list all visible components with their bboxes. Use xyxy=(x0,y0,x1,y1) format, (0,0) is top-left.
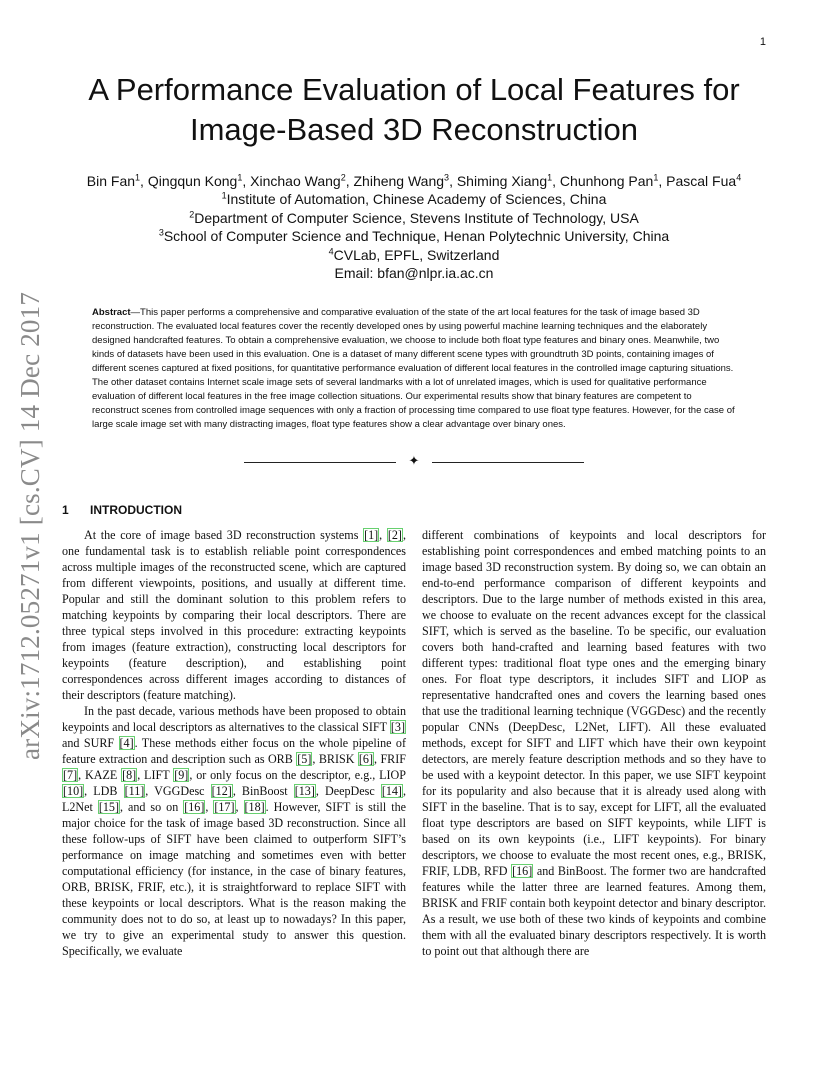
body-text: , KAZE xyxy=(78,768,122,782)
body-text: , FRIF xyxy=(374,752,407,766)
body-text: , and so on xyxy=(120,800,184,814)
author-name: Zhiheng Wang xyxy=(353,173,445,189)
affiliation-text: School of Computer Science and Technique, Henan Polytechnic University, China xyxy=(163,228,670,244)
affiliation-line xyxy=(40,209,788,228)
affiliation-text: Department of Computer Science, Stevens Institute of Technology, USA xyxy=(194,209,639,226)
citation-link[interactable]: [7] xyxy=(63,768,78,782)
citation-link[interactable]: [2] xyxy=(387,528,402,542)
citation-link[interactable]: [9] xyxy=(174,768,189,782)
citation-link[interactable]: [15] xyxy=(98,800,120,814)
section-divider xyxy=(244,455,584,469)
citation-link[interactable]: [6] xyxy=(358,752,373,766)
body-text: , DeepDesc xyxy=(315,784,381,798)
affiliation-line xyxy=(40,190,788,209)
body-text: . These methods either focus on the whole pipeline of feature extraction and description such as ORB xyxy=(62,736,406,766)
body-text: different combinations of keypoints and local descriptors for establishing point correspondences and embed matching points to an image based 3D reconstruction system. By doing so, we can obtain an end-to-end performance comparison of different keypoints and descriptors. Due to the large number of methods existed in this area, we choose to evaluate on the recent advances except for the classical SIFT, which is served as the baseline. To be specific, our evaluation covers both hand-crafted and learning based features with two different types: traditional float type ones and the emerging binary ones. For float type descriptors, it includes SIFT and LIOP as representative handcrafted ones and covers the learning based ones that use the traditional learning technique (VGGDesc) and the recently popular CNNs (DeepDesc, L2Net, LIFT). All these evaluated methods, except for SIFT and LIFT which have their own keypoint detectors, are merely feature description methods and so they have to be used with a keypoint detector. In this paper, we use SIFT keypoint for its popularity and also because that it is already used along with SIFT in the baseline. That is to say, except for LIFT, all the evaluated float type descriptors are based on SIFT keypoints, while LIFT is based on its own keypoints (i.e., LIFT keypoints). For binary descriptors, we choose to evaluate the most recent ones, e.g., BRISK, FRIF, LDB, RFD xyxy=(422,528,766,878)
author-name: Bin Fan xyxy=(86,173,136,189)
divider-ornament-icon: ✦ xyxy=(408,454,420,469)
author-name: Pascal Fua xyxy=(666,173,737,189)
citation-link[interactable]: [17] xyxy=(214,800,235,814)
body-text: , BinBoost xyxy=(232,784,294,798)
left-column xyxy=(62,527,406,959)
body-text: and BinBoost. The former two are handcrafted features while the latter three are learned features. Among them, BRISK and FRIF contain both keypoint detector and binary descriptor. As a result, we use both of these two kinds of keypoints and combine them with all the evaluated binary descriptors respectively. It is worth to point out that although there are xyxy=(422,864,766,958)
author-affiliation-mark: 4 xyxy=(736,172,742,183)
right-column xyxy=(422,527,766,959)
affiliation-mark: 2 xyxy=(189,208,195,219)
title-line-1: A Performance Evaluation of Local Features for xyxy=(88,72,740,107)
citation-link[interactable]: [14] xyxy=(381,784,402,798)
citation-link[interactable]: [16] xyxy=(184,800,205,814)
citation-link[interactable]: [16] xyxy=(512,864,533,878)
author-affiliation-mark: 1 xyxy=(547,172,553,183)
body-text: , xyxy=(235,800,244,814)
title-line-2: Image-Based 3D Reconstruction xyxy=(189,112,638,147)
body-text: , LIFT xyxy=(137,768,174,782)
author-affiliation-mark: 1 xyxy=(653,172,659,183)
divider-rule-right xyxy=(432,462,584,463)
author-name: Chunhong Pan xyxy=(559,173,654,189)
citation-link[interactable]: [5] xyxy=(297,752,312,766)
author-affiliation-mark: 3 xyxy=(444,172,450,183)
author-name: Shiming Xiang xyxy=(456,173,548,189)
divider-rule-left xyxy=(244,462,396,463)
section-number: 1 xyxy=(62,503,69,517)
affiliation-mark: 1 xyxy=(221,190,227,201)
abstract-text: —This paper performs a comprehensive and comparative evaluation of the state of the art local features for the task of image based 3D reconstruction. The evaluated local features cover the recently developed ones by using powerful machine learning techniques and the elaborately designed handcrafted features. To obtain a comprehensive evaluation, we choose to include both float type features and binary ones. Meanwhile, two kinds of datasets have been used in this evaluation. One is a dataset of many different scene types with groundtruth 3D points, containing images of different scenes captured at fixed positions, for quantitative performance evaluation of different local features in the controlled image capturing situations. The other dataset contains Internet scale image sets of several landmarks with a lot of unrelated images, which is used for qualitative performance evaluation of different local features in the free image collection situations. Our experimental results show that binary features are competent to reconstruct scenes from controlled image sequences with only a fraction of processing time compared to use float type features. However, for the case of large scale image set with many distracting images, float type features show a clear advantage over binary ones. xyxy=(92,307,735,430)
paper-title xyxy=(40,70,788,150)
body-paragraph xyxy=(62,527,406,703)
body-text: , BRISK xyxy=(312,752,358,766)
body-text: , L2Net xyxy=(62,784,406,814)
citation-link[interactable]: [10] xyxy=(63,784,84,798)
affiliations xyxy=(40,190,788,283)
body-text: and SURF xyxy=(62,736,119,750)
citation-link[interactable]: [11] xyxy=(124,784,145,798)
abstract xyxy=(92,306,738,432)
body-text: , LDB xyxy=(84,784,124,798)
body-paragraph xyxy=(422,527,766,959)
section-heading xyxy=(62,503,182,517)
citation-link[interactable]: [8] xyxy=(122,768,137,782)
affiliation-line xyxy=(40,227,788,246)
abstract-label: Abstract xyxy=(92,307,131,318)
section-title: INTRODUCTION xyxy=(90,503,182,517)
author-affiliation-mark: 2 xyxy=(340,172,346,183)
author-affiliation-mark: 1 xyxy=(135,172,141,183)
body-text: , xyxy=(205,800,214,814)
affiliation-mark: 3 xyxy=(158,227,164,238)
body-text: , one fundamental task is to establish reliable point correspondences across multiple images of the reconstructed scene, which are captured from different viewpoints, positions, and usually at different time. Popular and still the dominant solution to this problem refers to matching keypoints by comparing their local descriptors. There are three typical steps involved in this procedure: extracting keypoints from images (feature extraction), constructing local descriptors for keypoints (feature description), and establishing point correspondences across different images according to distances of their descriptors (feature matching). xyxy=(62,528,406,702)
email-line: Email: bfan@nlpr.ia.ac.cn xyxy=(334,265,494,281)
affiliation-list xyxy=(40,190,788,264)
body-text: In the past decade, various methods have been proposed to obtain keypoints and local descriptors as alternatives to the classical SIFT xyxy=(62,704,406,734)
author-name: Qingqun Kong xyxy=(147,173,238,189)
body-text: , xyxy=(379,528,387,542)
affiliation-text: Institute of Automation, Chinese Academy of Sciences, China xyxy=(226,191,607,207)
author-affiliation-mark: 1 xyxy=(237,172,243,183)
citation-link[interactable]: [12] xyxy=(211,784,232,798)
affiliation-line xyxy=(40,246,788,265)
body-text: , VGGDesc xyxy=(145,784,211,798)
citation-link[interactable]: [3] xyxy=(390,720,405,734)
citation-link[interactable]: [13] xyxy=(294,784,315,798)
author-name: Xinchao Wang xyxy=(250,173,341,189)
citation-link[interactable]: [18] xyxy=(244,800,265,814)
affiliation-text: CVLab, EPFL, Switzerland xyxy=(333,246,500,263)
author-list: Bin Fan$^1$, Qingqun Kong$^1$, Xinchao Wang$^2$, Zhiheng Wang$^3$, Shiming Xiang$^1$, Chunhong Pan$^1$, Pascal Fua$^4$ xyxy=(86,172,742,189)
body-text: At the core of image based 3D reconstruction systems xyxy=(84,528,364,542)
citation-link[interactable]: [1] xyxy=(364,528,379,542)
body-text: . However, SIFT is still the major choice for the task of image based 3D reconstruction. Since all these follow-ups of SIFT have been claimed to outperform SIFT’s performance on image matching and sometimes even with better computational efficiency (for instance, in the case of binary features, ORB, BRISK, FRIF, etc.), it is straightforward to replace SIFT with these keypoints or local descriptors. What is the reason making the community does not to do so, at least up to nowadays? In this paper, we try to give an experimental study to answer this question. Specifically, we evaluate xyxy=(62,800,407,958)
body-paragraph xyxy=(62,703,406,959)
affiliation-mark: 4 xyxy=(328,245,334,256)
body-text: , or only focus on the descriptor, e.g., LIOP xyxy=(189,768,407,782)
page-number: 1 xyxy=(759,36,766,48)
arxiv-side-stamp: arXiv:1712.05271v1 [cs.CV] 14 Dec 2017 xyxy=(15,291,45,760)
citation-link[interactable]: [4] xyxy=(119,736,134,750)
